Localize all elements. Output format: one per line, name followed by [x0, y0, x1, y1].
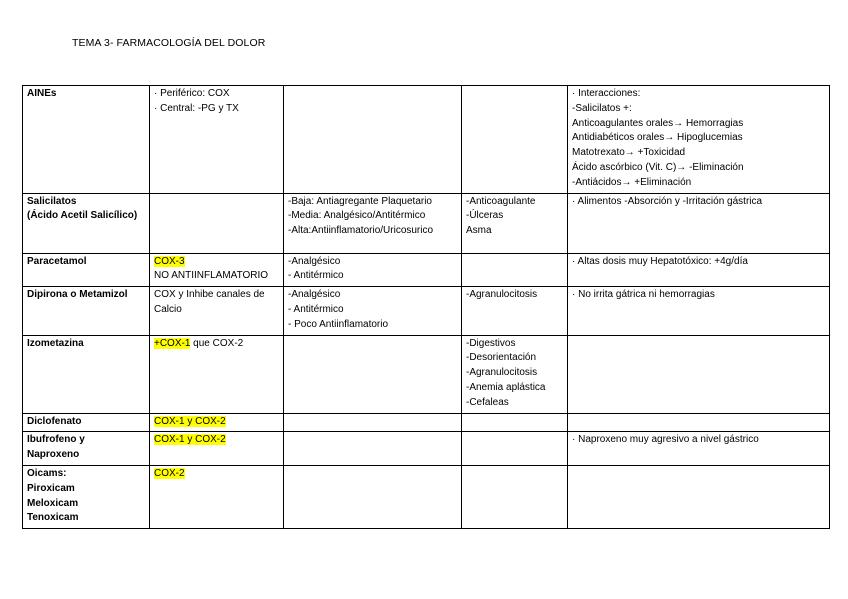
cell-text: -Alta:Antiinflamatorio/Uricosurico — [288, 225, 434, 237]
cell-line — [288, 269, 457, 284]
cell-text: Paracetamol — [27, 255, 87, 267]
cell-text: NO ANTIINFLAMATORIO — [154, 270, 269, 282]
drug-name-cell — [23, 287, 150, 335]
effects-cell — [284, 193, 462, 253]
cell-line — [27, 337, 145, 352]
cell-line — [27, 433, 145, 448]
drug-table — [22, 85, 830, 529]
cell-line — [466, 288, 563, 303]
mechanism-cell — [150, 432, 284, 466]
cell-line — [154, 467, 279, 482]
table-row — [23, 465, 830, 528]
cell-text: -Analgésico — [288, 255, 341, 267]
cell-line — [572, 255, 825, 270]
cell-line — [572, 176, 825, 191]
adverse-effects-cell — [462, 253, 568, 287]
drug-name-cell — [23, 193, 150, 253]
cell-line — [27, 195, 145, 210]
notes-cell — [568, 335, 830, 413]
cell-text: Salicilatos — [27, 195, 77, 207]
cell-line — [466, 366, 563, 381]
highlighted-text: COX-1 y COX-2 — [154, 434, 226, 446]
cell-line — [288, 255, 457, 270]
cell-text: Ibufrofeno y — [27, 434, 85, 446]
adverse-effects-cell — [462, 335, 568, 413]
cell-line — [27, 482, 145, 497]
mechanism-cell — [150, 193, 284, 253]
cell-line — [27, 255, 145, 270]
adverse-effects-cell — [462, 432, 568, 466]
cell-text: Calcio — [154, 303, 182, 315]
cell-text: Ácido ascórbico (Vit. C)→ -Eliminación — [572, 161, 744, 173]
cell-line — [27, 467, 145, 482]
mechanism-cell — [150, 335, 284, 413]
cell-line — [154, 288, 279, 303]
cell-text: -Baja: Antiagregante Plaquetario — [288, 195, 432, 207]
cell-line — [466, 195, 563, 210]
cell-text: - Antitérmico — [288, 303, 344, 315]
cell-line — [154, 415, 279, 430]
effects-cell — [284, 465, 462, 528]
cell-text: Oicams: — [27, 467, 67, 479]
drug-name-cell — [23, 465, 150, 528]
cell-text: Diclofenato — [27, 415, 82, 427]
effects-cell — [284, 413, 462, 432]
cell-line — [572, 161, 825, 176]
cell-line — [27, 448, 145, 463]
notes-cell — [568, 432, 830, 466]
table-row — [23, 253, 830, 287]
cell-line — [466, 224, 563, 239]
adverse-effects-cell — [462, 465, 568, 528]
cell-text: AINEs — [27, 88, 57, 99]
cell-line — [154, 87, 279, 102]
mechanism-cell — [150, 465, 284, 528]
cell-line — [572, 433, 825, 448]
cell-text: -Media: Analgésico/Antitérmico — [288, 210, 426, 222]
cell-line — [27, 497, 145, 512]
cell-text: Tenoxicam — [27, 512, 79, 524]
notes-cell — [568, 253, 830, 287]
table-row — [23, 432, 830, 466]
cell-line — [27, 288, 145, 303]
effects-cell — [284, 335, 462, 413]
effects-cell — [284, 253, 462, 287]
cell-text: Antidiabéticos orales→ Hipoglucemias — [572, 132, 743, 144]
cell-line — [154, 337, 279, 352]
table-row — [23, 413, 830, 432]
effects-cell — [284, 432, 462, 466]
mechanism-cell — [150, 413, 284, 432]
cell-line — [466, 337, 563, 352]
adverse-effects-cell — [462, 193, 568, 253]
table-row — [23, 287, 830, 335]
cell-line — [572, 117, 825, 132]
drug-name-cell — [23, 335, 150, 413]
effects-cell — [284, 86, 462, 194]
cell-text: -Digestivos — [466, 337, 516, 349]
cell-line — [288, 209, 457, 224]
cell-text: · Alimentos -Absorción y -Irritación gástrica — [572, 195, 763, 207]
cell-text: -Úlceras — [466, 210, 504, 222]
cell-text: -Desorientación — [466, 352, 537, 364]
cell-line — [288, 224, 457, 239]
cell-text: -Analgésico — [288, 289, 341, 301]
cell-text: - Poco Antiinflamatorio — [288, 318, 389, 330]
cell-line — [154, 255, 279, 270]
cell-text: -Agranulocitosis — [466, 289, 538, 301]
cell-line — [572, 87, 825, 102]
cell-line — [572, 146, 825, 161]
cell-text: · Periférico: COX — [154, 88, 230, 99]
cell-text: COX y Inhibe canales de — [154, 289, 265, 301]
drug-name-cell — [23, 253, 150, 287]
cell-line — [154, 269, 279, 284]
cell-line — [288, 288, 457, 303]
adverse-effects-cell — [462, 413, 568, 432]
cell-text: Matotrexato→ +Toxicidad — [572, 147, 686, 159]
cell-text: -Cefaleas — [466, 396, 509, 408]
cell-line — [27, 87, 145, 102]
cell-line — [466, 209, 563, 224]
notes-cell — [568, 287, 830, 335]
cell-text: · Altas dosis muy Hepatotóxico: +4g/día — [572, 255, 748, 267]
cell-line — [154, 102, 279, 117]
table-body — [23, 86, 830, 529]
drug-name-cell — [23, 432, 150, 466]
highlighted-text: COX-3 — [154, 255, 185, 267]
cell-text: Meloxicam — [27, 497, 79, 509]
cell-text: -Anemia aplástica — [466, 381, 546, 393]
notes-cell — [568, 465, 830, 528]
document-title: TEMA 3- FARMACOLOGÍA DEL DOLOR — [72, 37, 266, 49]
cell-text: Izometazina — [27, 337, 84, 349]
cell-text: -Salicilatos +: — [572, 102, 632, 114]
drug-name-cell — [23, 86, 150, 194]
notes-cell — [568, 193, 830, 253]
mechanism-cell — [150, 253, 284, 287]
cell-text: · No irrita gátrica ni hemorragias — [572, 289, 715, 301]
cell-line — [572, 131, 825, 146]
cell-line — [572, 102, 825, 117]
effects-cell — [284, 287, 462, 335]
cell-text: Naproxeno — [27, 449, 80, 461]
cell-text: -Antiácidos→ +Eliminación — [572, 176, 692, 188]
cell-line — [27, 209, 145, 224]
cell-line — [154, 433, 279, 448]
cell-line — [27, 415, 145, 430]
cell-text: -Agranulocitosis — [466, 367, 538, 379]
highlighted-text: COX-1 y COX-2 — [154, 415, 226, 427]
cell-text: · Interacciones: — [572, 88, 641, 99]
table-row — [23, 335, 830, 413]
highlighted-text: COX-2 — [154, 467, 185, 479]
cell-text: · Central: -PG y TX — [154, 102, 239, 114]
cell-line — [288, 303, 457, 318]
cell-text: -Anticoagulante — [466, 195, 536, 207]
adverse-effects-cell — [462, 287, 568, 335]
notes-cell — [568, 86, 830, 194]
mechanism-cell — [150, 287, 284, 335]
cell-line — [154, 303, 279, 318]
cell-text: (Ácido Acetil Salicílico) — [27, 210, 138, 222]
cell-text: que COX-2 — [190, 337, 244, 349]
table-row — [23, 193, 830, 253]
cell-text: · Naproxeno muy agresivo a nivel gástrico — [572, 434, 759, 446]
mechanism-cell — [150, 86, 284, 194]
cell-text: Dipirona o Metamizol — [27, 289, 128, 301]
notes-cell — [568, 413, 830, 432]
cell-line — [466, 396, 563, 411]
adverse-effects-cell — [462, 86, 568, 194]
cell-line — [27, 511, 145, 526]
cell-line — [288, 195, 457, 210]
cell-text: Anticoagulantes orales→ Hemorragias — [572, 117, 744, 129]
cell-line — [572, 195, 825, 210]
cell-line — [466, 381, 563, 396]
table-row — [23, 86, 830, 194]
cell-line — [572, 288, 825, 303]
cell-text: Asma — [466, 225, 492, 237]
cell-text: Piroxicam — [27, 482, 75, 494]
cell-text: - Antitérmico — [288, 270, 344, 282]
drug-name-cell — [23, 413, 150, 432]
cell-line — [466, 351, 563, 366]
cell-line — [288, 318, 457, 333]
highlighted-text: +COX-1 — [154, 337, 191, 349]
